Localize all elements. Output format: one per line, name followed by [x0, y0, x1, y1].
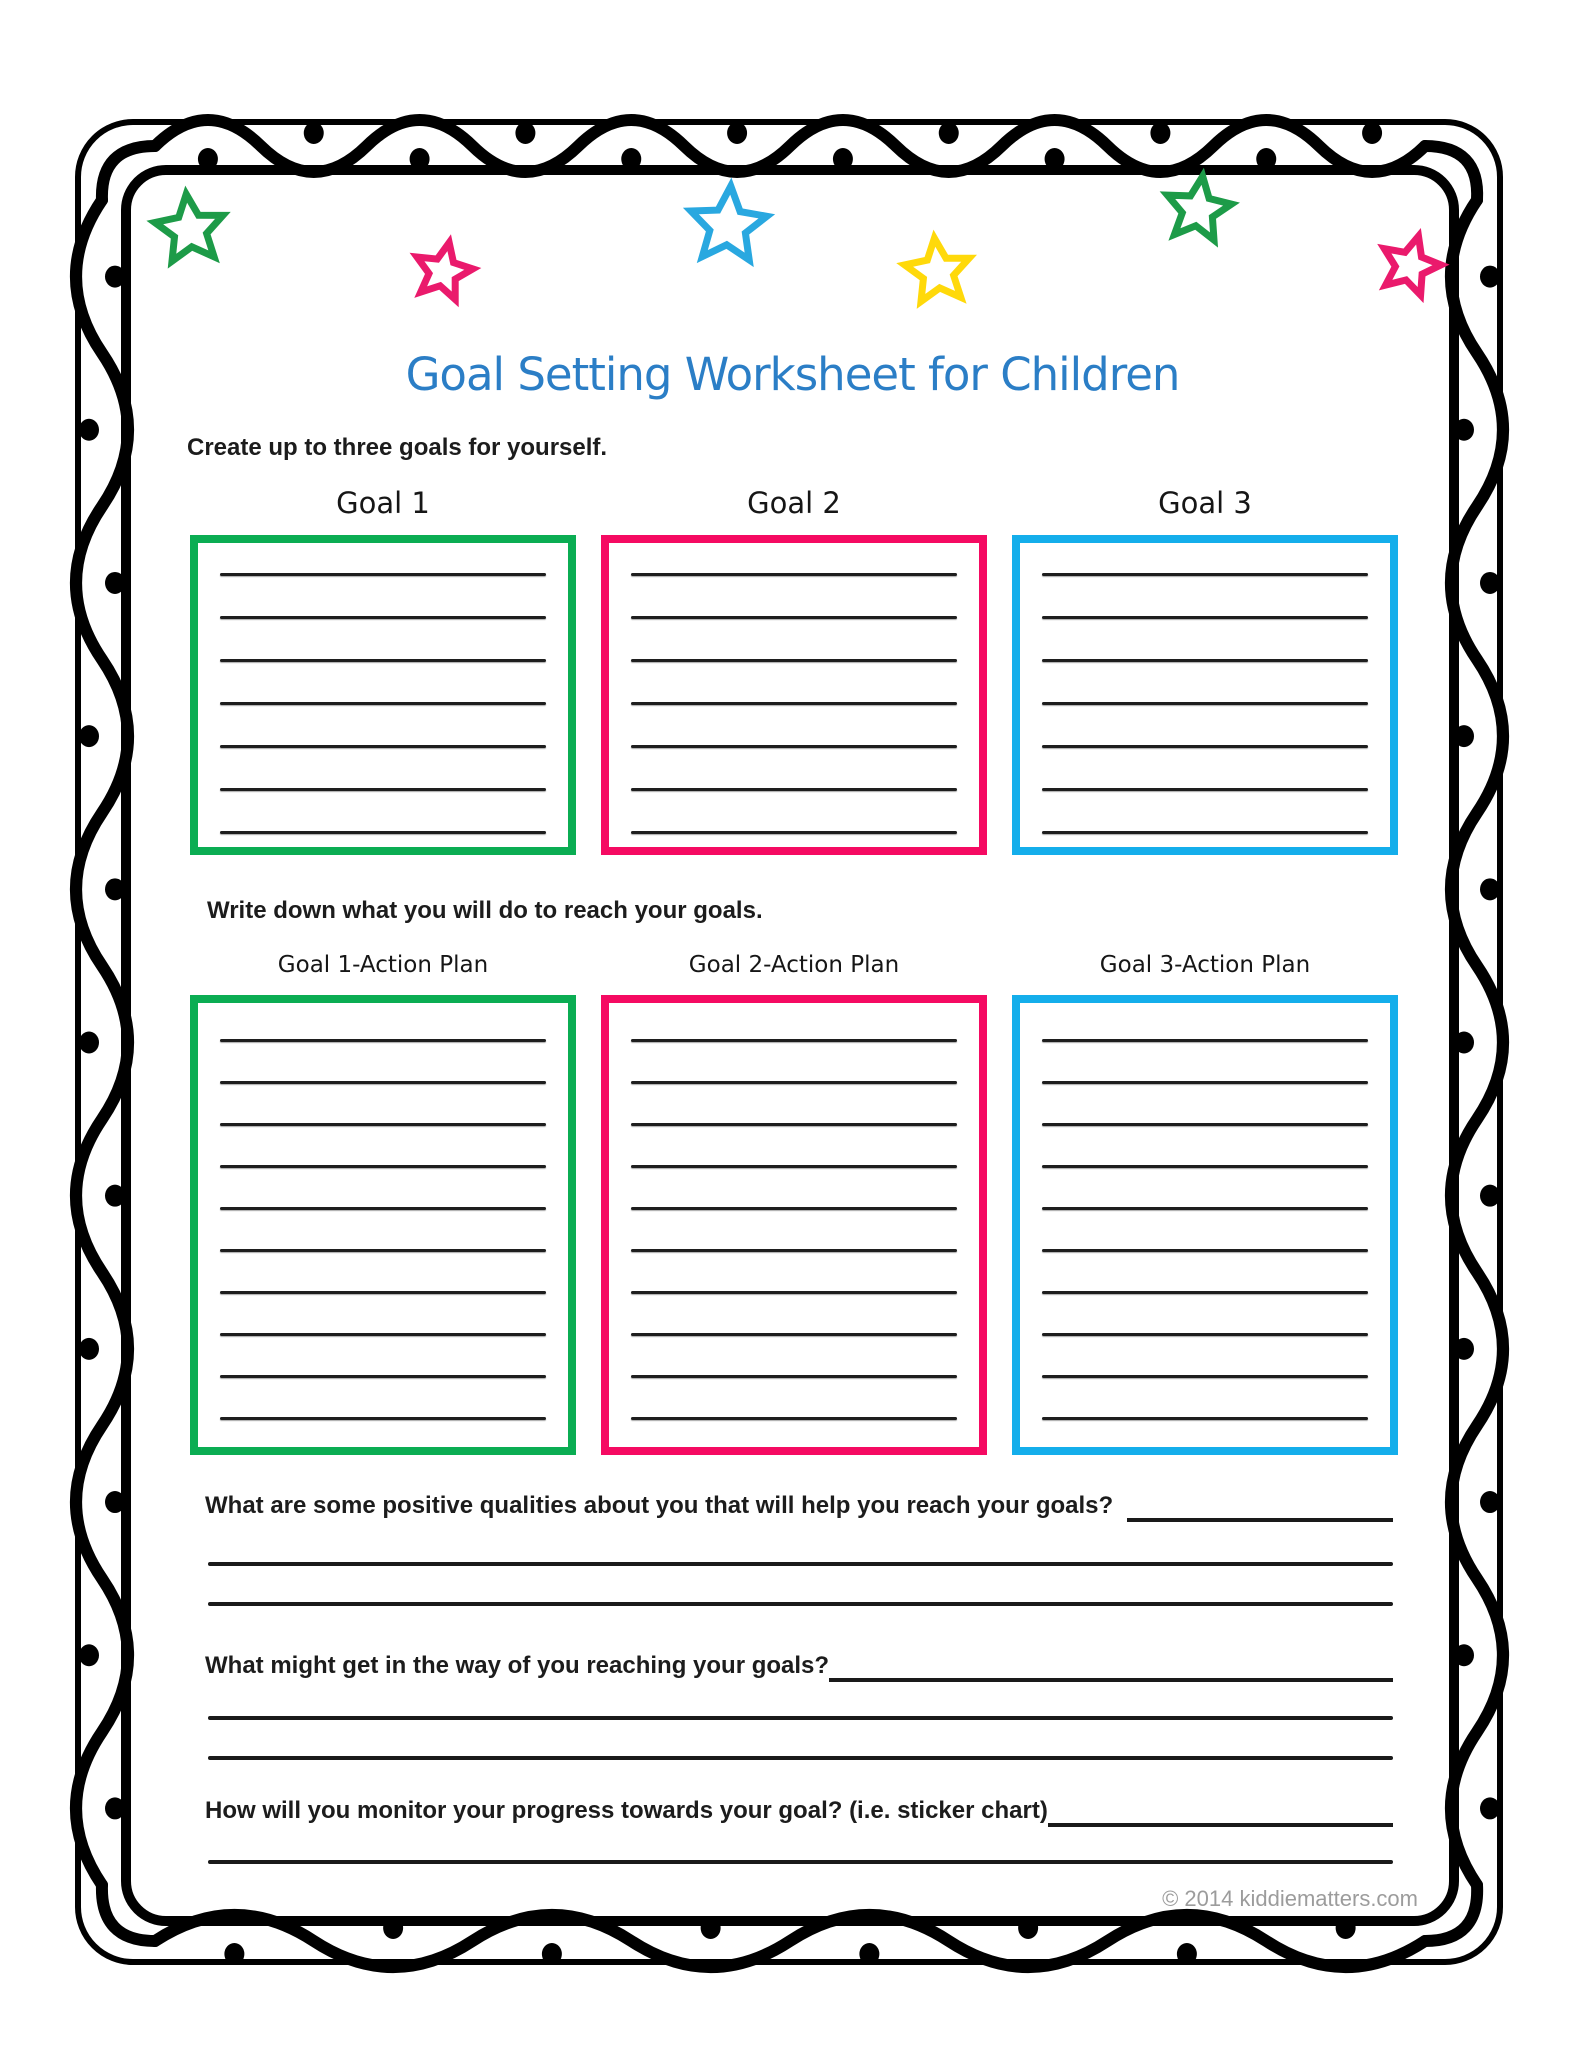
ruled-line	[220, 616, 546, 619]
star-icon-yellow-1	[905, 238, 969, 301]
ruled-line	[631, 1123, 957, 1126]
ruled-line	[220, 1039, 546, 1042]
copyright-text: © 2014 kiddiematters.com	[1162, 1886, 1418, 1911]
ruled-line	[208, 1860, 1393, 1864]
goal-1-action-writing-lines	[198, 1003, 568, 1420]
goal-2-action-box	[601, 995, 987, 1455]
question-1-extra-lines	[208, 1562, 1393, 1642]
answer-blank-line	[829, 1678, 1393, 1682]
ruled-line	[631, 1081, 957, 1084]
ruled-line	[1042, 1417, 1368, 1420]
ruled-line	[631, 1375, 957, 1378]
ruled-line	[220, 1333, 546, 1336]
ruled-line	[220, 1165, 546, 1168]
action-intro-text: Write down what you will do to reach your goals.	[207, 897, 763, 924]
ruled-line	[220, 1081, 546, 1084]
ruled-line	[631, 573, 957, 576]
question-obstacles	[205, 1652, 1393, 1686]
goal-3-action-writing-lines	[1020, 1003, 1390, 1420]
goal-2-action-writing-lines	[609, 1003, 979, 1420]
goal-1-box	[190, 535, 576, 855]
ruled-line	[631, 1165, 957, 1168]
ruled-line	[631, 1291, 957, 1294]
ruled-line	[1042, 788, 1368, 791]
answer-blank-line	[1127, 1518, 1393, 1522]
ruled-line	[631, 702, 957, 705]
ruled-line	[1042, 1375, 1368, 1378]
question-text: What might get in the way of you reaching your goals?	[205, 1652, 830, 1679]
question-text: How will you monitor your progress towards your goal? (i.e. sticker chart)	[205, 1797, 1048, 1824]
ruled-line	[220, 1207, 546, 1210]
goal-2-action-header: Goal 2-Action Plan	[688, 952, 900, 978]
ruled-line	[631, 1417, 957, 1420]
star-icon-green-1	[155, 194, 223, 261]
goal-3-action-box	[1012, 995, 1398, 1455]
question-text: What are some positive qualities about you that will help you reach your goals?	[205, 1492, 1114, 1519]
ruled-line	[220, 1291, 546, 1294]
ruled-line	[1042, 1333, 1368, 1336]
ruled-line	[631, 1333, 957, 1336]
goal-2-writing-lines	[609, 543, 979, 834]
ruled-line	[220, 745, 546, 748]
goal-2-box	[601, 535, 987, 855]
ruled-line	[220, 831, 546, 834]
ruled-line	[1042, 1291, 1368, 1294]
ruled-line	[220, 1123, 546, 1126]
ruled-line	[1042, 616, 1368, 619]
ruled-line	[220, 573, 546, 576]
ruled-line	[220, 659, 546, 662]
goal-3-action-header: Goal 3-Action Plan	[1099, 952, 1311, 978]
ruled-line	[1042, 1249, 1368, 1252]
star-icon-pink-1	[417, 243, 473, 300]
ruled-line	[1042, 1039, 1368, 1042]
ruled-line	[220, 1375, 546, 1378]
ruled-line	[631, 831, 957, 834]
ruled-line	[1042, 745, 1368, 748]
page-title: Goal Setting Worksheet for Children	[405, 348, 1180, 401]
star-icon-green-2	[1167, 176, 1231, 240]
question-positive-qualities	[205, 1492, 1393, 1526]
ruled-line	[220, 1249, 546, 1252]
goal-3-box	[1012, 535, 1398, 855]
ruled-line	[208, 1562, 1393, 1566]
ruled-line	[1042, 1165, 1368, 1168]
ruled-line	[1042, 1207, 1368, 1210]
star-icon-blue-1	[691, 186, 767, 260]
ruled-line	[220, 702, 546, 705]
ruled-line	[1042, 573, 1368, 576]
ruled-line	[1042, 1081, 1368, 1084]
goal-3-writing-lines	[1020, 543, 1390, 834]
ruled-line	[631, 1249, 957, 1252]
ruled-line	[631, 1207, 957, 1210]
ruled-line	[1042, 831, 1368, 834]
ruled-line	[208, 1756, 1393, 1760]
goal-1-action-header: Goal 1-Action Plan	[277, 952, 489, 978]
ruled-line	[208, 1602, 1393, 1606]
ruled-line	[220, 1417, 546, 1420]
intro-text: Create up to three goals for yourself.	[187, 434, 608, 461]
ruled-line	[208, 1716, 1393, 1720]
ruled-line	[631, 788, 957, 791]
question-2-extra-lines	[208, 1716, 1393, 1796]
ruled-line	[1042, 702, 1368, 705]
goal-1-writing-lines	[198, 543, 568, 834]
ruled-line	[631, 616, 957, 619]
answer-blank-line	[1048, 1823, 1393, 1827]
goal-3-header: Goal 3	[1158, 486, 1252, 520]
star-icon-pink-2	[1384, 236, 1441, 295]
ruled-line	[631, 745, 957, 748]
ruled-line	[631, 659, 957, 662]
ruled-line	[1042, 1123, 1368, 1126]
ruled-line	[1042, 659, 1368, 662]
ruled-line	[220, 788, 546, 791]
ruled-line	[631, 1039, 957, 1042]
goal-1-header: Goal 1	[336, 486, 430, 520]
question-monitor-progress	[205, 1797, 1393, 1831]
goal-2-header: Goal 2	[747, 486, 841, 520]
goal-1-action-box	[190, 995, 576, 1455]
